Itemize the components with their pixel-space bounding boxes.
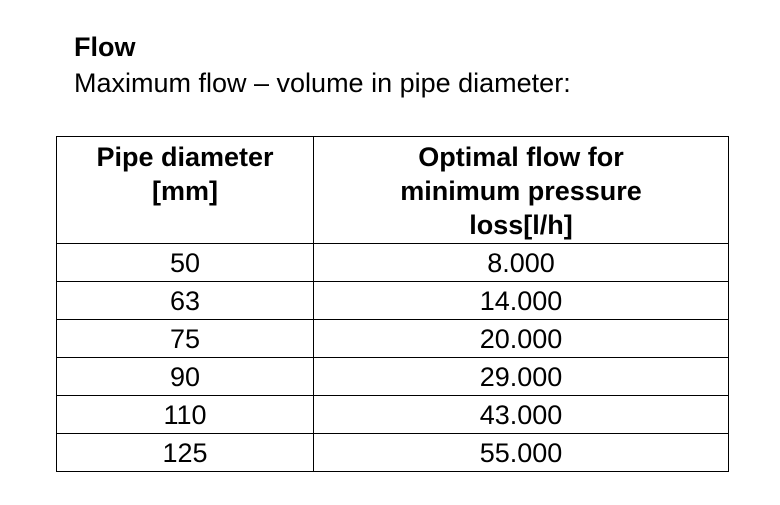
header-line: minimum pressure (400, 176, 642, 206)
header-line: Pipe diameter (96, 142, 274, 172)
table-row (57, 320, 729, 358)
optimal-flow-cell: 14.000 (314, 282, 729, 320)
table-row (57, 282, 729, 320)
pipe-diameter-cell: 110 (57, 396, 314, 434)
optimal-flow-cell: 20.000 (314, 320, 729, 358)
optimal-flow-header (314, 137, 729, 244)
pipe-diameter-cell: 63 (57, 282, 314, 320)
table-row (57, 244, 729, 282)
optimal-flow-cell: 29.000 (314, 358, 729, 396)
pipe-diameter-cell: 125 (57, 434, 314, 472)
pipe-diameter-cell: 75 (57, 320, 314, 358)
optimal-flow-cell: 55.000 (314, 434, 729, 472)
section-heading: Flow (74, 32, 136, 62)
header-line: loss[l/h] (469, 210, 573, 240)
flow-table (56, 136, 729, 472)
header-line: Optimal flow for (418, 142, 624, 172)
table-row (57, 396, 729, 434)
pipe-diameter-cell: 90 (57, 358, 314, 396)
table-header-row (57, 137, 729, 244)
pipe-diameter-header (57, 137, 314, 244)
header-line: [mm] (152, 176, 218, 206)
table-row (57, 434, 729, 472)
table-row (57, 358, 729, 396)
pipe-diameter-cell: 50 (57, 244, 314, 282)
optimal-flow-cell: 43.000 (314, 396, 729, 434)
optimal-flow-cell: 8.000 (314, 244, 729, 282)
section-subheading: Maximum flow – volume in pipe diameter: (74, 68, 571, 98)
